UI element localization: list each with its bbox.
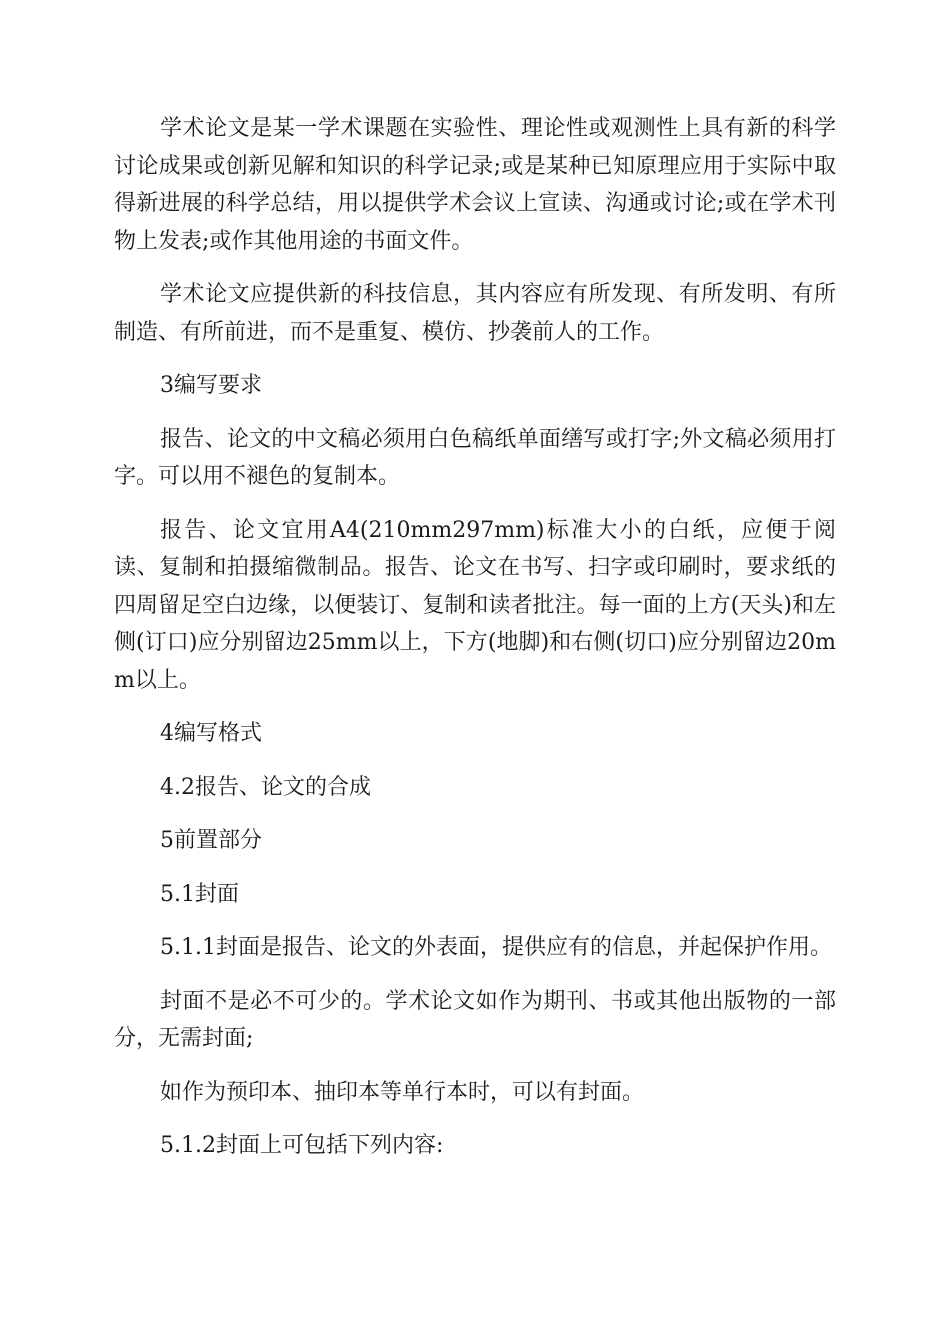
paragraph-cover-preprint: 如作为预印本、抽印本等单行本时，可以有封面。 xyxy=(160,1079,645,1105)
paragraph-cover-contents: 5.1.2封面上可包括下列内容: xyxy=(160,1133,444,1158)
document-page xyxy=(114,110,836,1181)
heading-writing-format: 4编写格式 xyxy=(160,721,262,746)
heading-writing-requirements: 3编写要求 xyxy=(160,373,262,398)
paragraph-new-information: 学术论文应提供新的科技信息，其内容应有所发现、有所发明、有所制造、有所前进，而不是重复、模仿、抄袭前人的工作。 xyxy=(114,282,836,345)
paragraph-academic-paper-definition: 学术论文是某一学术课题在实验性、理论性或观测性上具有新的科学讨论成果或创新见解和知识的科学记录;或是某种已知原理应用于实际中取得新进展的科学总结，用以提供学术会议上宣读、沟通或讨论;或在学术刊物上发表;或作其他用途的书面文件。 xyxy=(114,116,836,254)
heading-front-matter: 5前置部分 xyxy=(160,828,262,853)
paragraph-cover-definition: 5.1.1封面是报告、论文的外表面，提供应有的信息，并起保护作用。 xyxy=(160,935,832,960)
paragraph-manuscript-paper: 报告、论文的中文稿必须用白色稿纸单面缮写或打字;外文稿必须用打字。可以用不褪色的复制本。 xyxy=(114,426,836,489)
paragraph-paper-size-margins: 报告、论文宜用A4(210mm297mm)标准大小的白纸，应便于阅读、复制和拍摄缩微制品。报告、论文在书写、扫字或印刷时，要求纸的四周留足空白边缘，以便装订、复制和读者批注。每一面的上方(天头)和左侧(订口)应分别留边25mm以上，下方(地脚)和右侧(切口)应分别留边20mm以上。 xyxy=(114,517,836,693)
heading-cover: 5.1封面 xyxy=(160,881,239,907)
paragraph-cover-optional: 封面不是必不可少的。学术论文如作为期刊、书或其他出版物的一部分，无需封面; xyxy=(114,988,836,1051)
heading-composition: 4.2报告、论文的合成 xyxy=(160,774,371,800)
